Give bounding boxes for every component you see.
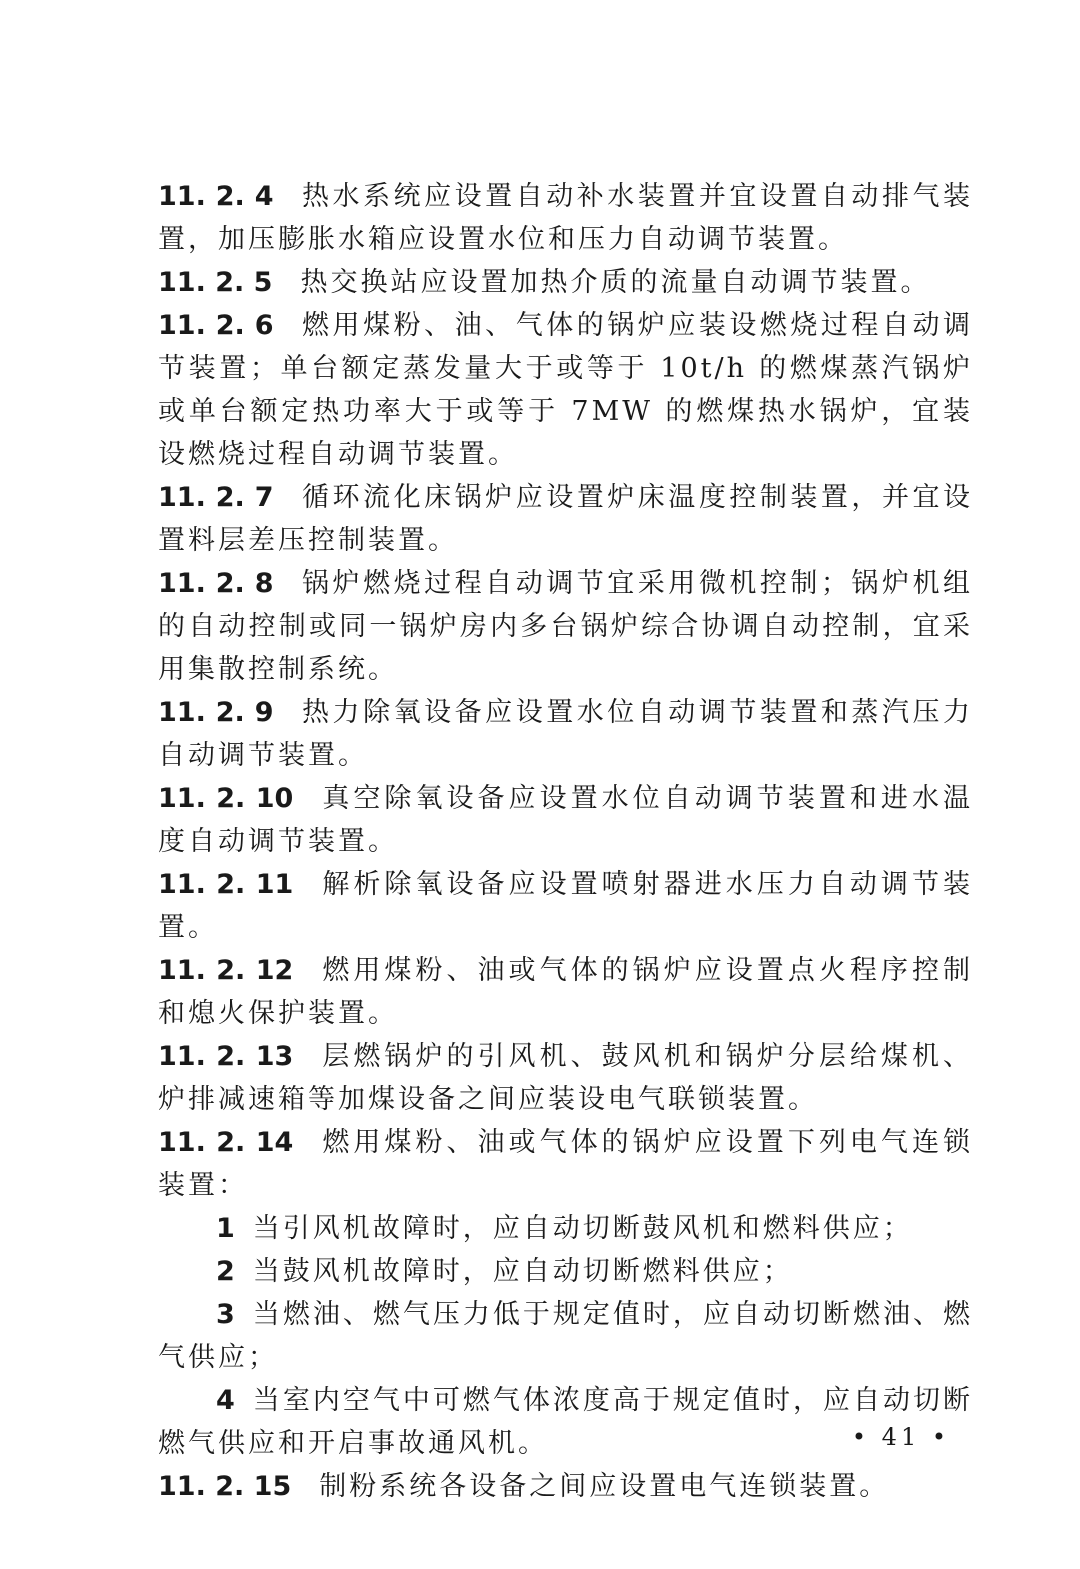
clause-text: 真空除氧设备应设置水位自动调节装置和进水温度自动调节装置。	[158, 783, 973, 857]
item-text: 当引风机故障时，应自动切断鼓风机和燃料供应；	[252, 1213, 913, 1244]
clause-text: 热交换站应设置加热介质的流量自动调节装置。	[300, 267, 931, 298]
clause-11-2-5	[158, 261, 973, 304]
clause-11-2-8	[158, 562, 973, 691]
clause-11-2-12	[158, 949, 973, 1035]
item-number: 4	[216, 1385, 235, 1416]
item-text: 当室内空气中可燃气体浓度高于规定值时，应自动切断燃气供应和开启事故通风机。	[158, 1385, 973, 1459]
item-number: 1	[216, 1213, 235, 1244]
clause-number: 11. 2. 10	[158, 783, 294, 814]
clause-text: 制粉系统各设备之间应设置电气连锁装置。	[319, 1471, 890, 1502]
clause-number: 11. 2. 15	[158, 1471, 292, 1502]
clause-number: 11. 2. 9	[158, 697, 274, 728]
item-number: 2	[216, 1256, 235, 1287]
item-text: 当鼓风机故障时，应自动切断燃料供应；	[252, 1256, 793, 1287]
clause-text: 燃用煤粉、油或气体的锅炉应设置下列电气连锁装置：	[158, 1127, 973, 1201]
clause-11-2-7	[158, 476, 973, 562]
clause-number: 11. 2. 11	[158, 869, 294, 900]
item-text: 当燃油、燃气压力低于规定值时，应自动切断燃油、燃气供应；	[158, 1299, 973, 1373]
clause-text: 解析除氧设备应设置喷射器进水压力自动调节装置。	[158, 869, 973, 943]
clause-11-2-13	[158, 1035, 973, 1121]
clause-text: 层燃锅炉的引风机、鼓风机和锅炉分层给煤机、炉排减速箱等加煤设备之间应装设电气联锁装置。	[158, 1041, 973, 1115]
clause-text: 热力除氧设备应设置水位自动调节装置和蒸汽压力自动调节装置。	[158, 697, 974, 771]
page-number: • 41 •	[851, 1423, 950, 1451]
clause-text: 燃用煤粉、油、气体的锅炉应装设燃烧过程自动调节装置；单台额定蒸发量大于或等于 10t/h 的燃煤蒸汽锅炉或单台额定热功率大于或等于 7MW 的燃煤热水锅炉，宜装设燃烧过程自动调节装置。	[158, 310, 974, 470]
clause-number: 11. 2. 4	[158, 181, 274, 212]
clause-text: 循环流化床锅炉应设置炉床温度控制装置，并宜设置料层差压控制装置。	[158, 482, 974, 556]
clause-number: 11. 2. 13	[158, 1041, 294, 1072]
document-body	[158, 175, 973, 1508]
clause-number: 11. 2. 12	[158, 955, 294, 986]
list-item	[158, 1250, 973, 1293]
item-number: 3	[216, 1299, 235, 1330]
clause-number: 11. 2. 7	[158, 482, 274, 513]
clause-11-2-11	[158, 863, 973, 949]
clause-text: 锅炉燃烧过程自动调节宜采用微机控制；锅炉机组的自动控制或同一锅炉房内多台锅炉综合协调自动控制，宜采用集散控制系统。	[158, 568, 974, 685]
clause-11-2-9	[158, 691, 973, 777]
clause-11-2-14	[158, 1121, 973, 1207]
clause-11-2-4	[158, 175, 973, 261]
clause-11-2-6	[158, 304, 973, 476]
list-item	[158, 1207, 973, 1250]
clause-number: 11. 2. 5	[158, 267, 273, 298]
clause-11-2-15	[158, 1465, 973, 1508]
clause-number: 11. 2. 6	[158, 310, 274, 341]
clause-number: 11. 2. 8	[158, 568, 274, 599]
clause-11-2-10	[158, 777, 973, 863]
clause-text: 热水系统应设置自动补水装置并宜设置自动排气装置，加压膨胀水箱应设置水位和压力自动调节装置。	[158, 181, 974, 255]
clause-text: 燃用煤粉、油或气体的锅炉应设置点火程序控制和熄火保护装置。	[158, 955, 973, 1029]
clause-number: 11. 2. 14	[158, 1127, 294, 1158]
list-item	[158, 1379, 973, 1465]
list-item	[158, 1293, 973, 1379]
